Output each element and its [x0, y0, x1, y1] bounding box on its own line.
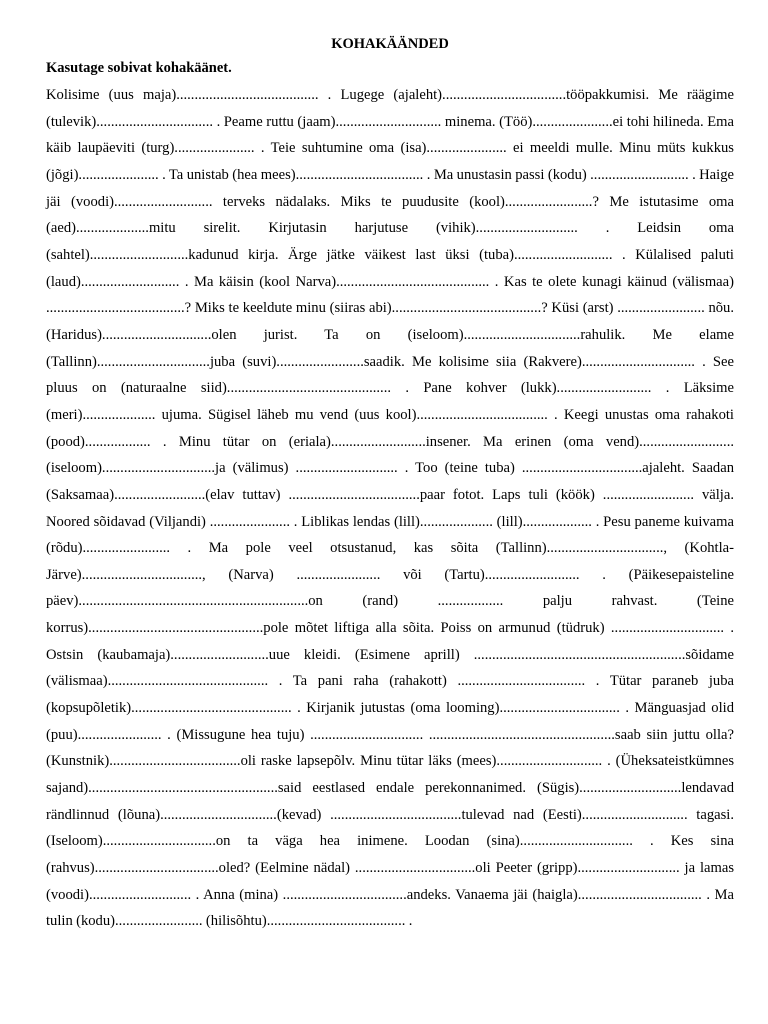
instruction-text: Kasutage sobivat kohakäänet. — [46, 60, 232, 76]
exercise-text: Kolisime (uus maja)....................................... . Lugege (ajaleht)..................................tööpakkumisi. Me räägime (tulevik)................................ . Peame ruttu (jaam)............................. minema. (Töö)......................ei tohi hilineda. Ema käib laupäeviti (turg)...................... . Teie suhtumine oma (isa)...................... ei meeldi mulle. Minu müts kukkus (jõgi)...................... . Ta unistab (hea mees)................................... . Ma unustasin passi (kodu) ........................... . Haige jäi (voodi)........................... terveks nädalaks. Miks te puudusite (kool)........................? Me istutasime oma (aed)....................mitu sirelit. Kirjutasin harjutuse (vihik)............................ . Leidsin oma (sahtel)...........................kadunud kirja. Ärge jätke väikest last üksi (tuba)........................... . Külalised paluti (laud)........................... . Ma käisin (kool Narva).......................................... . Kas te olete kunagi käinud (välismaa) ......................................? Miks te keeldute minu (siiras abi).........................................? Küsi (arst) ........................ nõu. (Haridus)..............................olen jurist. Ta on (iseloom)................................rahulik. Me elame (Tallinn)...............................juba (suvi)........................saadik. Me kolisime siia (Rakvere)............................... . See pluus on (naturaalne siid)............................................. . Pane kohver (lukk).......................... . Läksime (meri).................... ujuma. Sügisel läheb mu vend (uus kool).................................... . Keegi unustas oma rahakoti (pood).................. . Minu tütar on (eriala)..........................insener. Ma erinen (oma vend).......................... (iseloom)...............................ja (välimus) ............................ . Too (teine tuba) .................................ajaleht. Saadan (Saksamaa).........................(elav tuttav) ....................................paar fotot. Laps tuli (köök) ......................... välja. Noored sõidavad (Viljandi) ...................... . Liblikas lendas (lill).................... (lill)................... . Pesu paneme kuivama (rõdu)........................ . Ma pole veel otsustanud, kas sõita (Tallinn)................................, (Kohtla-Järve)................................., (Narva) ....................... või (Tartu).......................... . (Päikesepaisteline päev)...............................................................on (rand) .................. palju rahvast. (Teine korrus)................................................pole mõtet liftiga alla sõita. Poiss on armunud (tüdruk) ............................... . Ostsin (kaubamaja)...........................uue kleidi. (Esimene aprill) ..........................................................sõidame (välismaa)............................................ . Ta pani raha (rahakott) ................................... . Tütar paraneb juba (kopsupõletik)............................................ . Kirjanik jutustas (oma looming)................................. . Mänguasjad olid (puu)....................... . (Missugune hea tuju) ............................... ...................................................saab siin juttu olla? (Kunstnik)....................................oli raske lapsepõlv. Minu tütar läks (mees)............................. . (Üheksateistkümnes sajand)....................................................said eestlased endale perekonnanimed. (Sügis)............................lendavad rändlinnud (lõuna)................................(kevad) ....................................tulevad nad (Eesti)............................. tagasi. (Iseloom)...............................on ta väga hea inimene. Loodan (sina)............................... . Kes sina (rahvus)..................................oled? (Eelmine nädal) .................................oli Peeter (gripp)............................ ja lamas (voodi)............................ . Anna (mina) ..................................andeks. Vanaema jäi (haigla).................................. . Ma tulin (kodu)........................ (hilisõhtu)...................................... . — [46, 87, 734, 930]
page-title: KOHAKÄÄNDED — [331, 36, 449, 52]
